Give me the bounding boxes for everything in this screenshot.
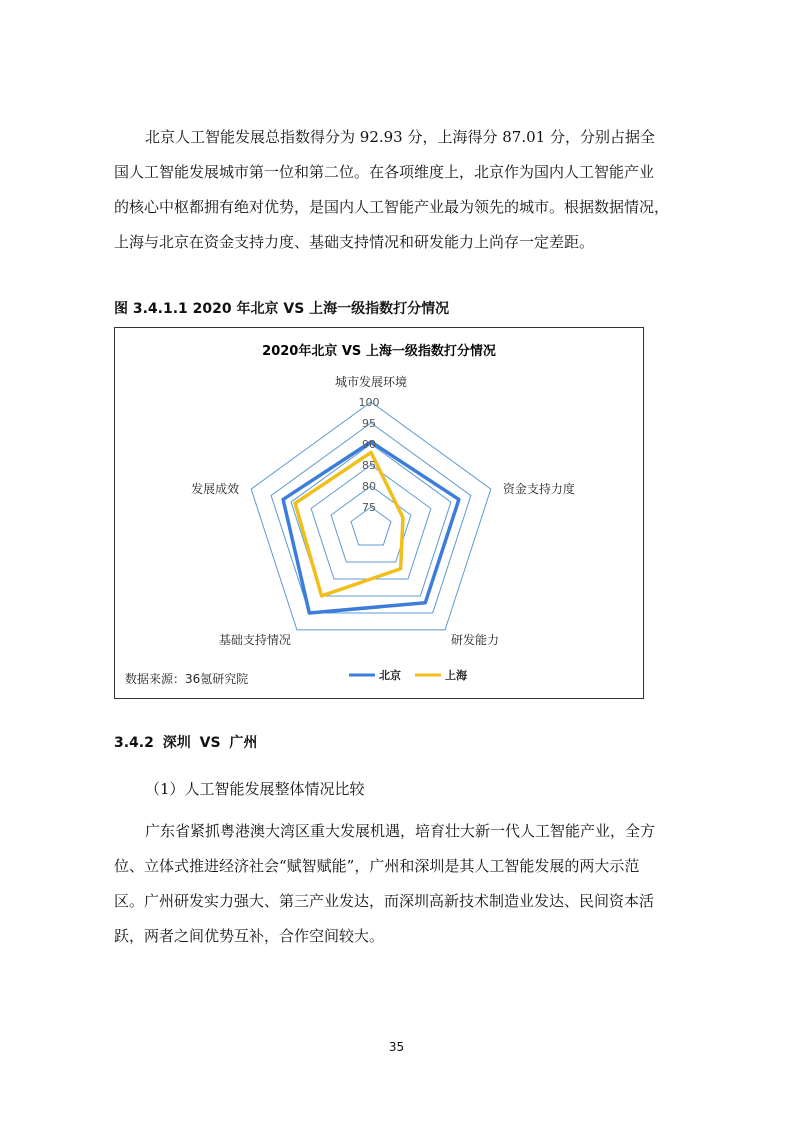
paragraph-line: 位、立体式推进经济社会“赋智赋能”，广州和深圳是其人工智能发展的两大示范 <box>114 857 640 875</box>
axis-label: 发展成效 <box>191 482 240 497</box>
paragraph-line: 区。广州研发实力强大、第三产业发达，而深圳高新技术制造业发达、民间资本活 <box>114 892 655 910</box>
data-source: 数据来源：36氪研究院 <box>125 672 249 686</box>
figure-caption: 图 3.4.1.1 2020 年北京 VS 上海一级指数打分情况 <box>114 301 450 317</box>
paragraph-guangdong <box>114 814 690 954</box>
tick-label: 90 <box>362 438 376 451</box>
axis-label: 城市发展环境 <box>334 375 408 389</box>
tick-label: 85 <box>362 459 376 472</box>
axis-label: 基础支持情况 <box>218 632 291 647</box>
paragraph-line: 广东省紧抓粤港澳大湾区重大发展机遇，培育壮大新一代人工智能产业，全方 <box>145 822 656 840</box>
axis-label: 研发能力 <box>451 632 500 647</box>
paragraph-line: 上海与北京在资金支持力度、基础支持情况和研发能力上尚存一定差距。 <box>114 233 595 251</box>
tick-label: 80 <box>362 480 376 493</box>
tick-label: 95 <box>362 417 376 430</box>
tick-label: 100 <box>358 396 380 409</box>
paragraph-line: 北京人工智能发展总指数得分为 92.93 分，上海得分 87.01 分，分别占据全 <box>145 128 655 146</box>
legend-label: 上海 <box>445 669 467 682</box>
legend-label: 北京 <box>379 669 401 682</box>
radar-chart <box>115 328 643 698</box>
series-line <box>295 452 403 596</box>
chart-title: 2020年北京 VS 上海一级指数打分情况 <box>262 344 496 359</box>
axis-label: 资金支持力度 <box>502 482 575 497</box>
subheading: （1）人工智能发展整体情况比较 <box>145 780 365 798</box>
paragraph-line: 跃，两者之间优势互补，合作空间较大。 <box>114 927 385 945</box>
radar-chart-frame <box>114 327 644 699</box>
section-heading: 3.4.2 深圳 VS 广州 <box>114 735 258 751</box>
paragraph-beijing-shanghai <box>114 120 690 260</box>
paragraph-line: 国人工智能发展城市第一位和第二位。在各项维度上，北京作为国内人工智能产业 <box>114 163 655 181</box>
tick-label: 75 <box>362 501 376 514</box>
page-number: 35 <box>388 1040 405 1054</box>
paragraph-line: 的核心中枢都拥有绝对优势，是国内人工智能产业最为领先的城市。根据数据情况， <box>114 198 670 216</box>
grid-ring <box>331 486 411 562</box>
